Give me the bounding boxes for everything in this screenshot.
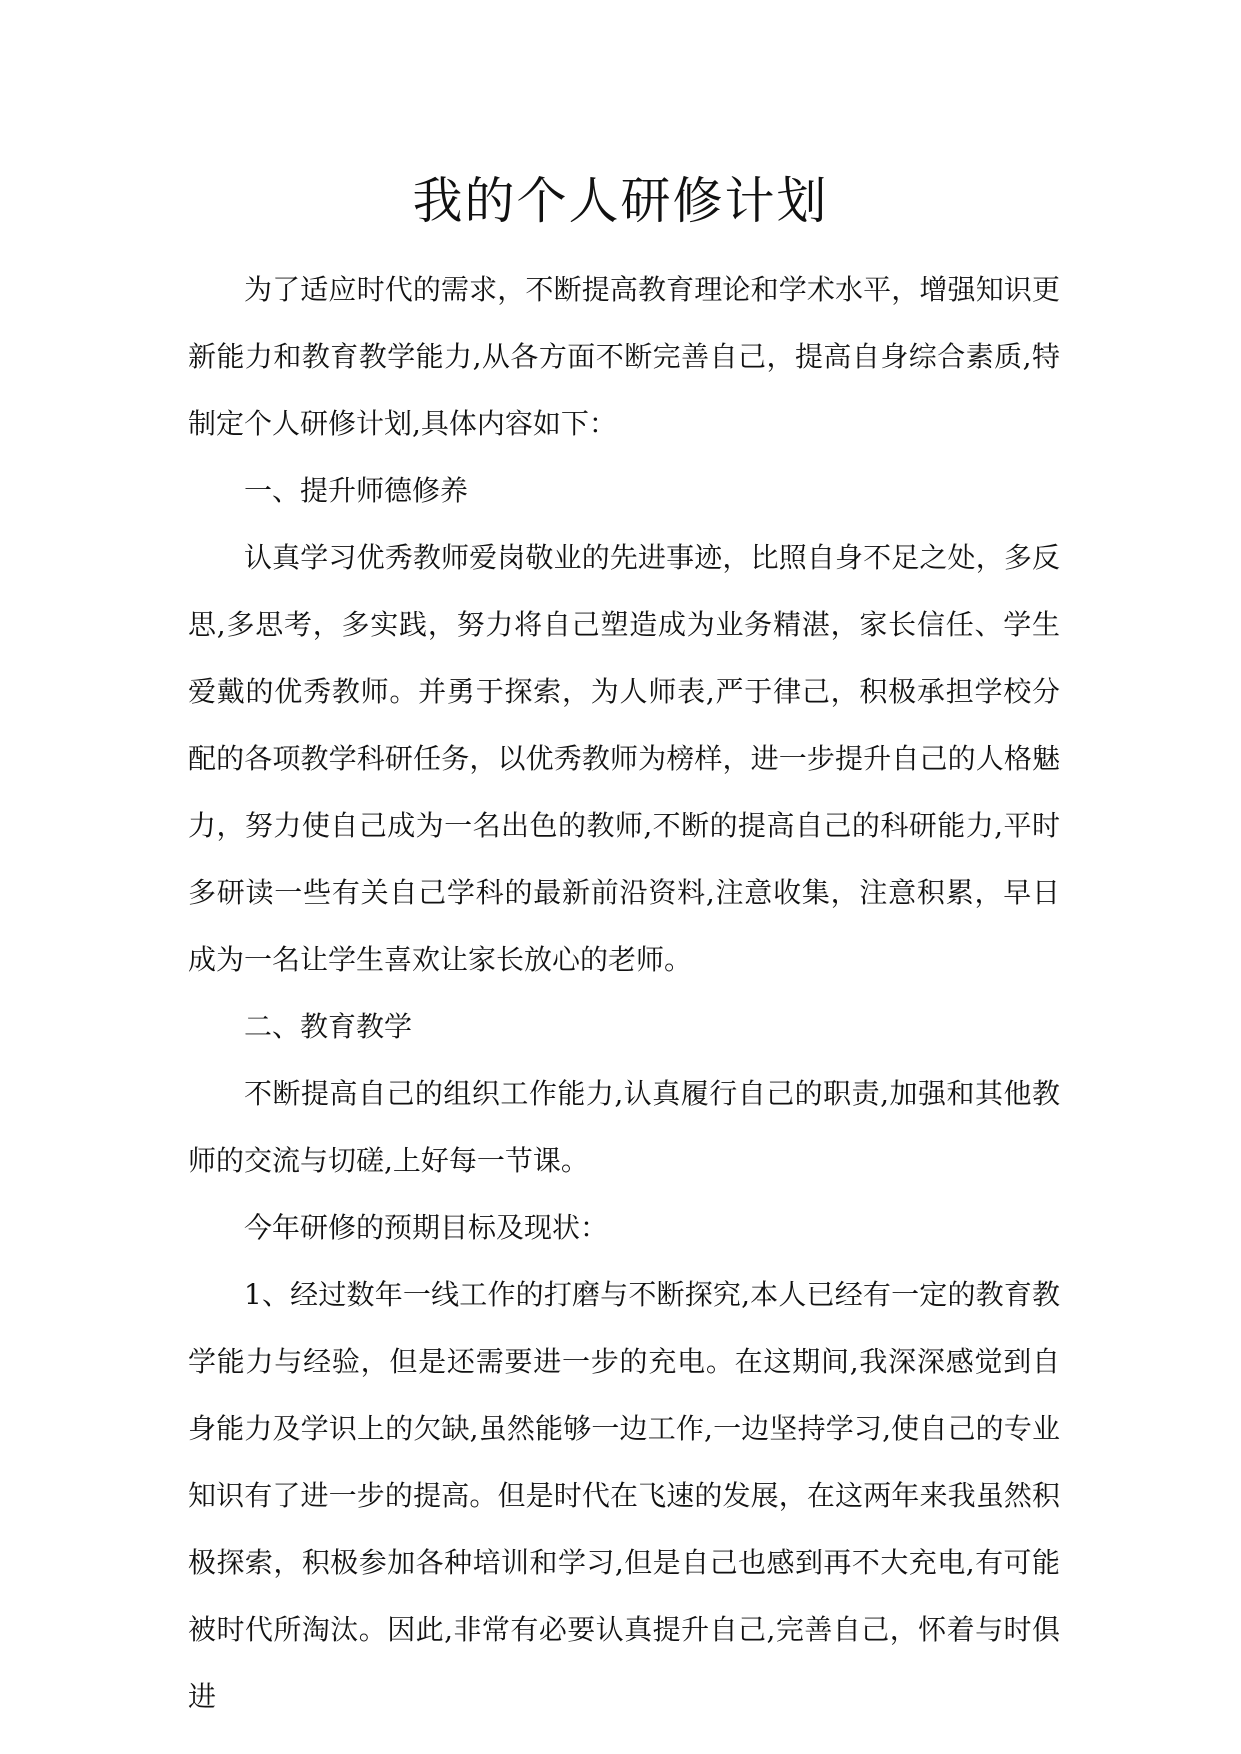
section-heading-ethics: 一、提升师德修养 [244, 474, 469, 507]
paragraph-teaching: 不断提高自己的组织工作能力,认真履行自己的职责,加强和其他教师的交流与切磋,上好每一节课。 [188, 1077, 1060, 1177]
document-body [188, 256, 1060, 1730]
section-heading-teaching: 二、教育教学 [244, 1010, 413, 1043]
paragraph-intro: 为了适应时代的需求，不断提高教育理论和学术水平，增强知识更新能力和教育教学能力,从各方面不断完善自己，提高自身综合素质,特制定个人研修计划,具体内容如下： [188, 273, 1060, 440]
paragraph-ethics: 认真学习优秀教师爱岗敬业的先进事迹，比照自身不足之处，多反思,多思考，多实践，努力将自己塑造成为业务精湛，家长信任、学生爱戴的优秀教师。并勇于探索，为人师表,严于律己，积极承担学校分配的各项教学科研任务，以优秀教师为榜样，进一步提升自己的人格魅力，努力使自己成为一名出色的教师,不断的提高自己的科研能力,平时多研读一些有关自己学科的最新前沿资料,注意收集，注意积累，早日成为一名让学生喜欢让家长放心的老师。 [188, 541, 1060, 976]
document-title: 我的个人研修计划 [412, 172, 829, 230]
paragraph-goals-1: 1、经过数年一线工作的打磨与不断探究,本人已经有一定的教育教学能力与经验，但是还需要进一步的充电。在这期间,我深深感觉到自身能力及学识上的欠缺,虽然能够一边工作,一边坚持学习,使自己的专业知识有了进一步的提高。但是时代在飞速的发展，在这两年来我虽然积极探索，积极参加各种培训和学习,但是自己也感到再不大充电,有可能被时代所淘汰。因此,非常有必要认真提升自己,完善自己，怀着与时俱进 [188, 1278, 1060, 1713]
section-heading-goals: 今年研修的预期目标及现状： [244, 1211, 609, 1244]
